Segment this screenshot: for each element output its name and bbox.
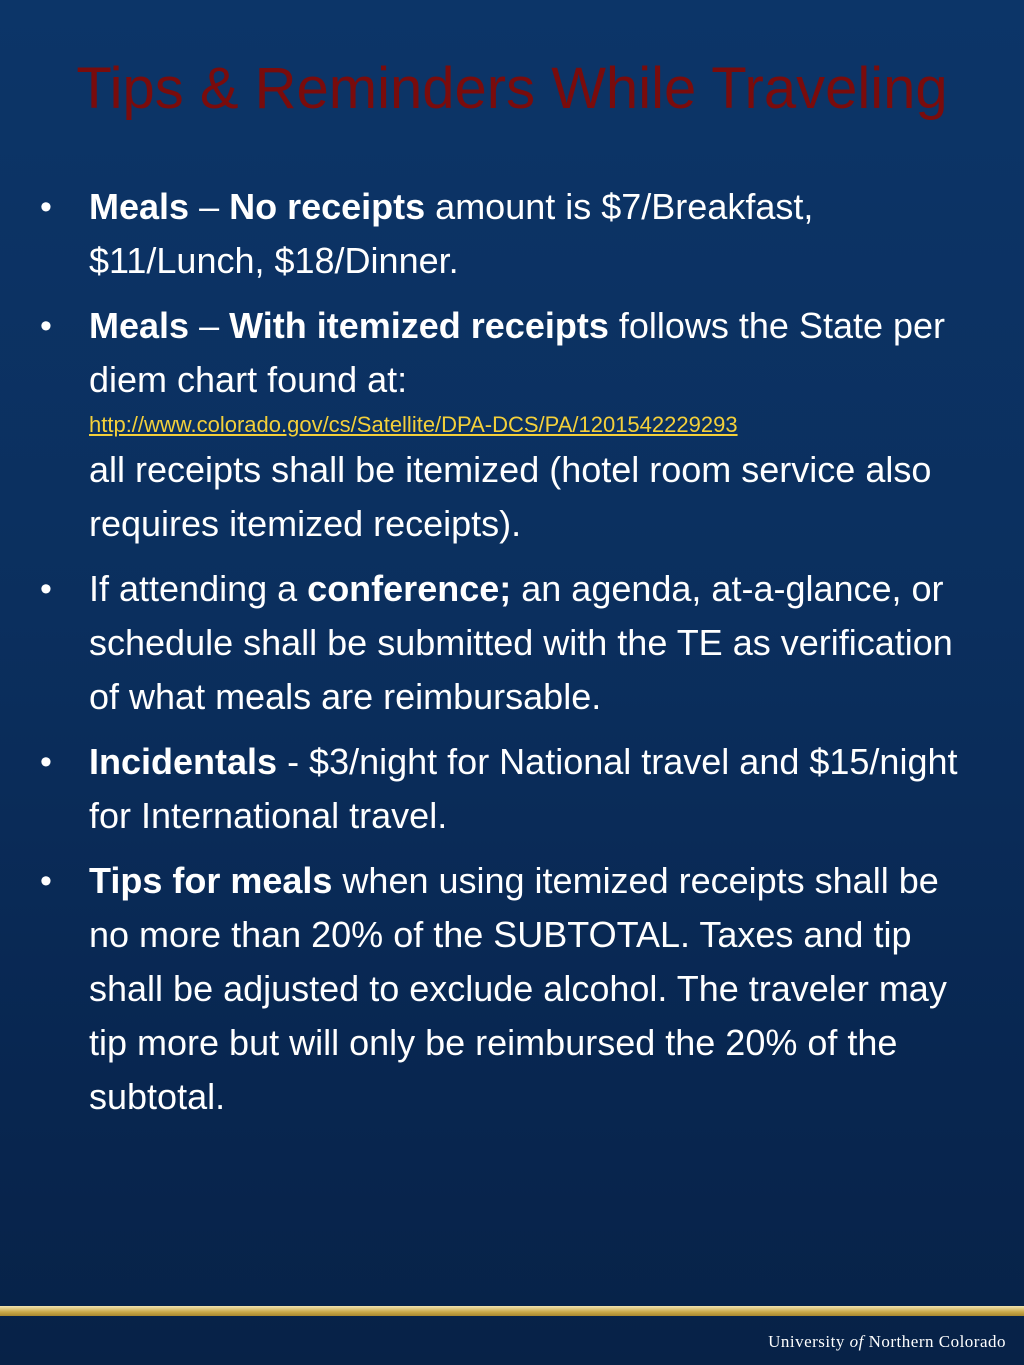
bullet-text: an agenda, at-a-glance, or schedule shall be submitted with the TE as verification of what meals are reimbursable. bbox=[89, 568, 953, 717]
bullet-heading: Meals bbox=[89, 186, 190, 227]
bullet-heading: Incidentals bbox=[89, 741, 278, 782]
bullet-list bbox=[0, 180, 1024, 1135]
slide-title: Tips & Reminders While Traveling bbox=[76, 56, 948, 121]
logo-of: of bbox=[849, 1332, 864, 1351]
bullet-tips-for-meals bbox=[0, 854, 1024, 1124]
bullet-dot-icon: • bbox=[40, 307, 52, 345]
logo-university: University bbox=[768, 1332, 845, 1351]
bullet-text-continued: all receipts shall be itemized (hotel room service also requires itemized receipts). bbox=[89, 449, 932, 544]
bullet-heading: conference; bbox=[307, 568, 512, 609]
bullet-incidentals bbox=[0, 735, 1024, 843]
bullet-meals-no-receipts bbox=[0, 180, 1024, 288]
per-diem-chart-link[interactable]: http://www.colorado.gov/cs/Satellite/DPA-DCS/PA/1201542229293 bbox=[89, 412, 738, 437]
dash-separator: – bbox=[189, 186, 230, 227]
dash-separator: – bbox=[189, 305, 230, 346]
bullet-heading: Meals bbox=[89, 305, 190, 346]
bullet-dot-icon: • bbox=[40, 862, 52, 900]
bullet-meals-itemized bbox=[0, 299, 1024, 551]
bullet-subheading: No receipts bbox=[229, 186, 426, 227]
university-logo bbox=[768, 1332, 1006, 1352]
bullet-text: - $3/night for National travel and $15/night for International travel. bbox=[89, 741, 958, 836]
bullet-text-prefix: If attending a bbox=[89, 568, 308, 609]
bullet-heading: Tips for meals bbox=[89, 860, 333, 901]
bullet-conference bbox=[0, 562, 1024, 724]
logo-northern-colorado: Northern Colorado bbox=[868, 1332, 1006, 1351]
bullet-text: follows the State per diem chart found at: bbox=[89, 305, 946, 400]
footer-gold-rule bbox=[0, 1306, 1024, 1316]
bullet-dot-icon: • bbox=[40, 570, 52, 608]
bullet-dot-icon: • bbox=[40, 743, 52, 781]
bullet-subheading: With itemized receipts bbox=[229, 305, 609, 346]
bullet-text: amount is $7/Breakfast, $11/Lunch, $18/Dinner. bbox=[89, 186, 814, 281]
bullet-dot-icon: • bbox=[40, 188, 52, 226]
bullet-text: when using itemized receipts shall be no more than 20% of the SUBTOTAL. Taxes and tip shall be adjusted to exclude alcohol. The traveler may tip more but will only be reimbursed the 20% of the subtotal. bbox=[89, 860, 947, 1117]
